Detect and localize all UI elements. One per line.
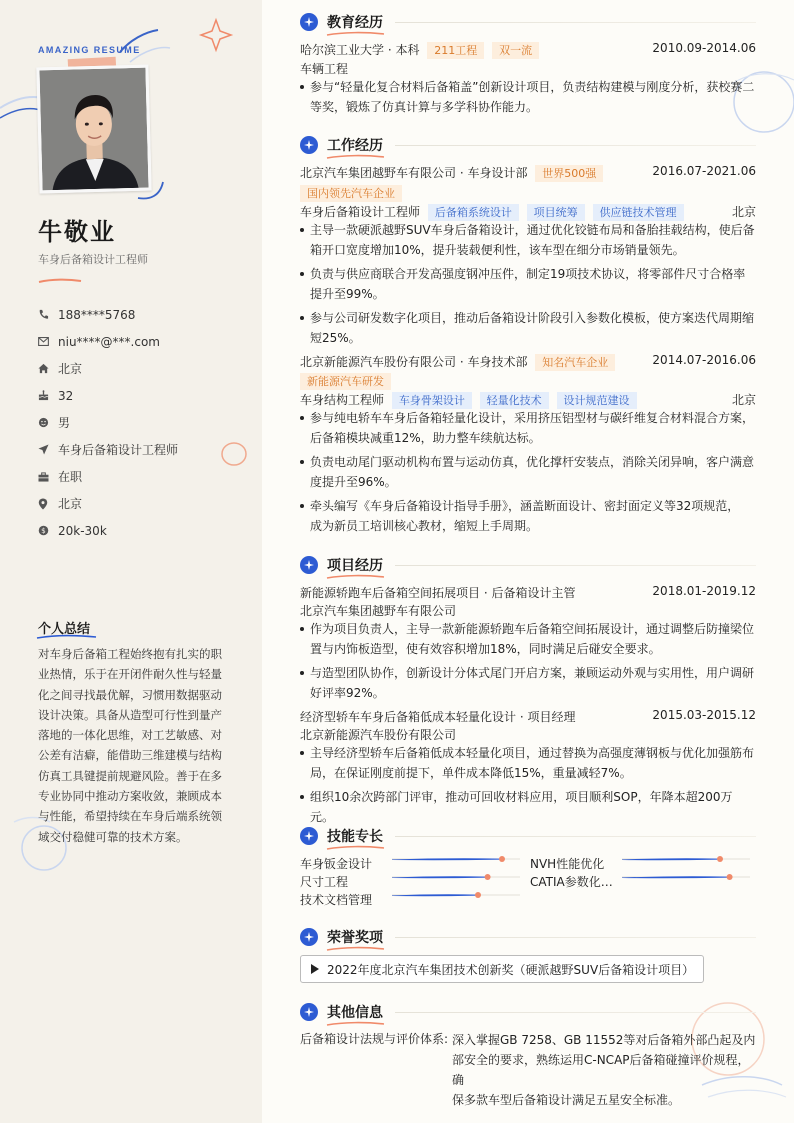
contact-target-job: 车身后备箱设计工程师 <box>38 436 178 463</box>
sparkle-icon <box>300 827 318 845</box>
job-role-line <box>300 391 756 409</box>
other-label: 后备箱设计法规与评价体系: <box>300 1032 449 1046</box>
cake-icon <box>38 390 58 401</box>
job-date: 2014.07-2016.06 <box>652 353 756 367</box>
award-item: 2022年度北京汽车集团技术创新奖（硬派越野SUV后备箱设计项目） <box>300 955 704 983</box>
job-role: 车身后备箱设计工程师 <box>300 205 421 219</box>
skill-bar <box>622 873 752 881</box>
contact-city: 北京 <box>38 355 178 382</box>
section-education <box>300 12 756 32</box>
project-bullet: 作为项目负责人，主导一款新能源轿跑车后备箱空间拓展设计，通过调整后防撞梁位 置与内饰板造型，使有效容积增加18%，同时满足后碰安全要求。 <box>300 619 756 659</box>
skill-level-marker <box>499 856 505 862</box>
send-icon <box>38 444 58 455</box>
school-tag: 211工程 <box>427 42 484 59</box>
section-underline <box>326 845 386 851</box>
job-bullet: 参与公司研发数字化项目，推动后备箱设计阶段引入参数化模板，使方案迭代周期缩 短25%。 <box>300 308 756 348</box>
contact-gender: 男 <box>38 409 178 436</box>
section-other <box>300 1002 756 1022</box>
school-name: 哈尔滨工业大学 · 本科 <box>300 43 420 57</box>
education-major: 车辆工程 <box>300 62 349 76</box>
contact-salary: $ 20k-30k <box>38 517 178 544</box>
section-skills <box>300 826 756 846</box>
skill-name: NVH性能优化 <box>530 857 605 871</box>
section-underline <box>326 946 386 952</box>
sparkle-icon <box>300 136 318 154</box>
contact-phone: 188****5768 <box>38 301 178 328</box>
company-tag: 新能源汽车研发 <box>300 373 391 390</box>
section-title: 其他信息 <box>327 1005 383 1021</box>
project-date: 2018.01-2019.12 <box>652 584 756 598</box>
play-icon <box>311 964 319 974</box>
job-bullet: 牵头编写《车身后备箱设计指导手册》，涵盖断面设计、密封面定义等32项规范， 成为新员工培训核心教材，缩短上手周期。 <box>300 496 756 536</box>
job-company: 北京汽车集团越野车有限公司 · 车身设计部 <box>300 166 528 180</box>
company-tag: 国内领先汽车企业 <box>300 185 402 202</box>
job-city: 北京 <box>731 393 756 407</box>
home-icon <box>38 363 58 374</box>
svg-text:$: $ <box>41 526 46 536</box>
job-role: 车身结构工程师 <box>300 393 385 407</box>
skill-bar <box>392 855 522 863</box>
sparkle-icon <box>300 928 318 946</box>
job-date: 2016.07-2021.06 <box>652 164 756 178</box>
skill-tag: 车身骨架设计 <box>392 392 472 409</box>
section-title: 教育经历 <box>327 15 383 31</box>
project-bullet: 组织10余次跨部门评审，推动可回收材料应用，项目顺利SOP，年降本超200万元。 <box>300 787 756 827</box>
section-underline <box>326 1021 386 1027</box>
section-projects <box>300 555 756 575</box>
job-city: 北京 <box>731 205 756 219</box>
project-company: 北京新能源汽车股份有限公司 <box>300 728 457 742</box>
mail-icon <box>38 337 58 346</box>
section-title: 工作经历 <box>327 138 383 154</box>
skill-tag: 项目统筹 <box>527 204 585 221</box>
main-content <box>262 0 794 1123</box>
project-date: 2015.03-2015.12 <box>652 708 756 722</box>
job-company-line <box>300 353 756 371</box>
education-school-line <box>300 41 756 59</box>
summary-heading: 个人总结 <box>38 622 91 637</box>
section-underline <box>326 31 386 37</box>
section-title: 技能专长 <box>327 829 383 845</box>
skill-name: 技术文档管理 <box>300 893 373 907</box>
phone-icon <box>38 309 58 320</box>
skill-tag: 后备箱系统设计 <box>428 204 519 221</box>
job-bullet: 参与纯电轿车车身后备箱轻量化设计，采用挤压铝型材与碳纤维复合材料混合方案， 后备箱模块减重12%，助力整车续航达标。 <box>300 408 756 448</box>
project-name-line <box>300 584 756 601</box>
summary-underline <box>36 633 98 641</box>
avatar <box>36 65 151 194</box>
section-underline <box>326 574 386 580</box>
sparkle-icon <box>300 1003 318 1021</box>
section-work <box>300 135 756 155</box>
skill-bar <box>392 873 522 881</box>
project-name: 经济型轿车车身后备箱低成本轻量化设计 · 项目经理 <box>300 710 576 724</box>
job-bullet: 主导一款硬派越野SUV车身后备箱设计，通过优化铰链布局和备胎挂载结构，使后备 箱开口宽度增加10%，提升装载便利性，该车型在细分市场销量领先。 <box>300 220 756 260</box>
skill-bar <box>622 855 752 863</box>
skill-name: 尺寸工程 <box>300 875 349 889</box>
project-name: 新能源轿跑车后备箱空间拓展项目 · 后备箱设计主管 <box>300 586 576 600</box>
section-title: 荣誉奖项 <box>327 930 383 946</box>
section-rule <box>395 937 756 938</box>
location-pin-icon <box>38 498 58 510</box>
skill-level-marker <box>485 874 491 880</box>
project-company: 北京汽车集团越野车有限公司 <box>300 604 457 618</box>
education-bullet: 参与“轻量化复合材料后备箱盖”创新设计项目，负责结构建模与刚度分析，获校赛二 等奖，锻炼了仿真计算与多学科协作能力。 <box>300 77 756 117</box>
skill-level-marker <box>475 892 481 898</box>
sidebar <box>0 0 262 1123</box>
job-bullet: 负责电动尾门驱动机构布置与运动仿真，优化撑杆安装点，消除关闭异响，客户满意 度提升至96%。 <box>300 452 756 492</box>
section-honors <box>300 927 756 947</box>
contact-email: niu****@***.com <box>38 328 178 355</box>
job-company-line <box>300 164 756 182</box>
job-role-line <box>300 203 756 221</box>
contact-list <box>38 301 178 544</box>
job-tag-line <box>300 185 756 202</box>
skill-level-marker <box>717 856 723 862</box>
title-underline <box>38 278 82 284</box>
contact-age: 32 <box>38 382 178 409</box>
contact-status: 在职 <box>38 463 178 490</box>
education-date: 2010.09-2014.06 <box>652 41 756 55</box>
summary-text: 对车身后备箱工程始终抱有扎实的职业热情，乐于在开闭件耐久性与轻量化之间寻找最优解，习惯用数据驱动设计决策。具备从造型可行性到量产落地的一体化思维，对工艺敏感、对公差有洁癖，能借助三维建模与结构仿真工具键提前规避风险。善于在多专业协同中推动方案收敛，兼顾成本与性能，希望持续在车身后端系统领域交付稳健可靠的技术方案。 <box>38 647 222 844</box>
job-tag-line <box>300 373 756 390</box>
section-rule <box>395 1012 756 1013</box>
tagline: AMAZING RESUME <box>38 45 141 55</box>
decorative-circle <box>210 430 260 480</box>
section-rule <box>395 145 756 146</box>
skill-level-marker <box>727 874 733 880</box>
job-bullet: 负责与供应商联合开发高强度钢冲压件，制定19项技术协议，将零部件尺寸合格率 提升至99%。 <box>300 264 756 304</box>
job-company: 北京新能源汽车股份有限公司 · 车身技术部 <box>300 355 528 369</box>
skill-name: 车身钣金设计 <box>300 857 373 871</box>
section-rule <box>395 836 756 837</box>
skill-tag: 轻量化技术 <box>480 392 549 409</box>
sparkle-icon <box>300 556 318 574</box>
project-bullet: 主导经济型轿车后备箱低成本轻量化项目，通过替换为高强度薄钢板与优化加强筋布 局，在保证刚度前提下，单件成本降低15%，重量减轻7%。 <box>300 743 756 783</box>
skill-bar <box>392 891 522 899</box>
sparkle-icon <box>300 13 318 31</box>
skill-tag: 设计规范建设 <box>557 392 637 409</box>
skill-name: CATIA参数化… <box>530 875 613 889</box>
company-tag: 知名汽车企业 <box>535 354 615 371</box>
contact-location: 北京 <box>38 490 178 517</box>
candidate-name: 牛敬业 <box>38 218 116 246</box>
salary-icon <box>38 525 58 536</box>
section-rule <box>395 22 756 23</box>
project-bullet: 与造型团队协作，创新设计分体式尾门开启方案，兼顾运动外观与实用性，用户调研 好评率92%。 <box>300 663 756 703</box>
company-tag: 世界500强 <box>535 165 603 182</box>
section-rule <box>395 565 756 566</box>
school-tag: 双一流 <box>492 42 539 59</box>
briefcase-icon <box>38 472 58 482</box>
other-value: 深入掌握GB 7258、GB 11552等对后备箱外部凸起及内 部安全的要求，熟练运用C-NCAP后备箱碰撞评价规程，确 保多款车型后备箱设计满足五星安全标准。 <box>452 1033 756 1107</box>
section-title: 项目经历 <box>327 558 383 574</box>
skill-tag: 供应链技术管理 <box>593 204 684 221</box>
section-underline <box>326 154 386 160</box>
project-name-line <box>300 708 756 725</box>
candidate-title: 车身后备箱设计工程师 <box>38 253 148 266</box>
gender-icon <box>38 417 58 428</box>
